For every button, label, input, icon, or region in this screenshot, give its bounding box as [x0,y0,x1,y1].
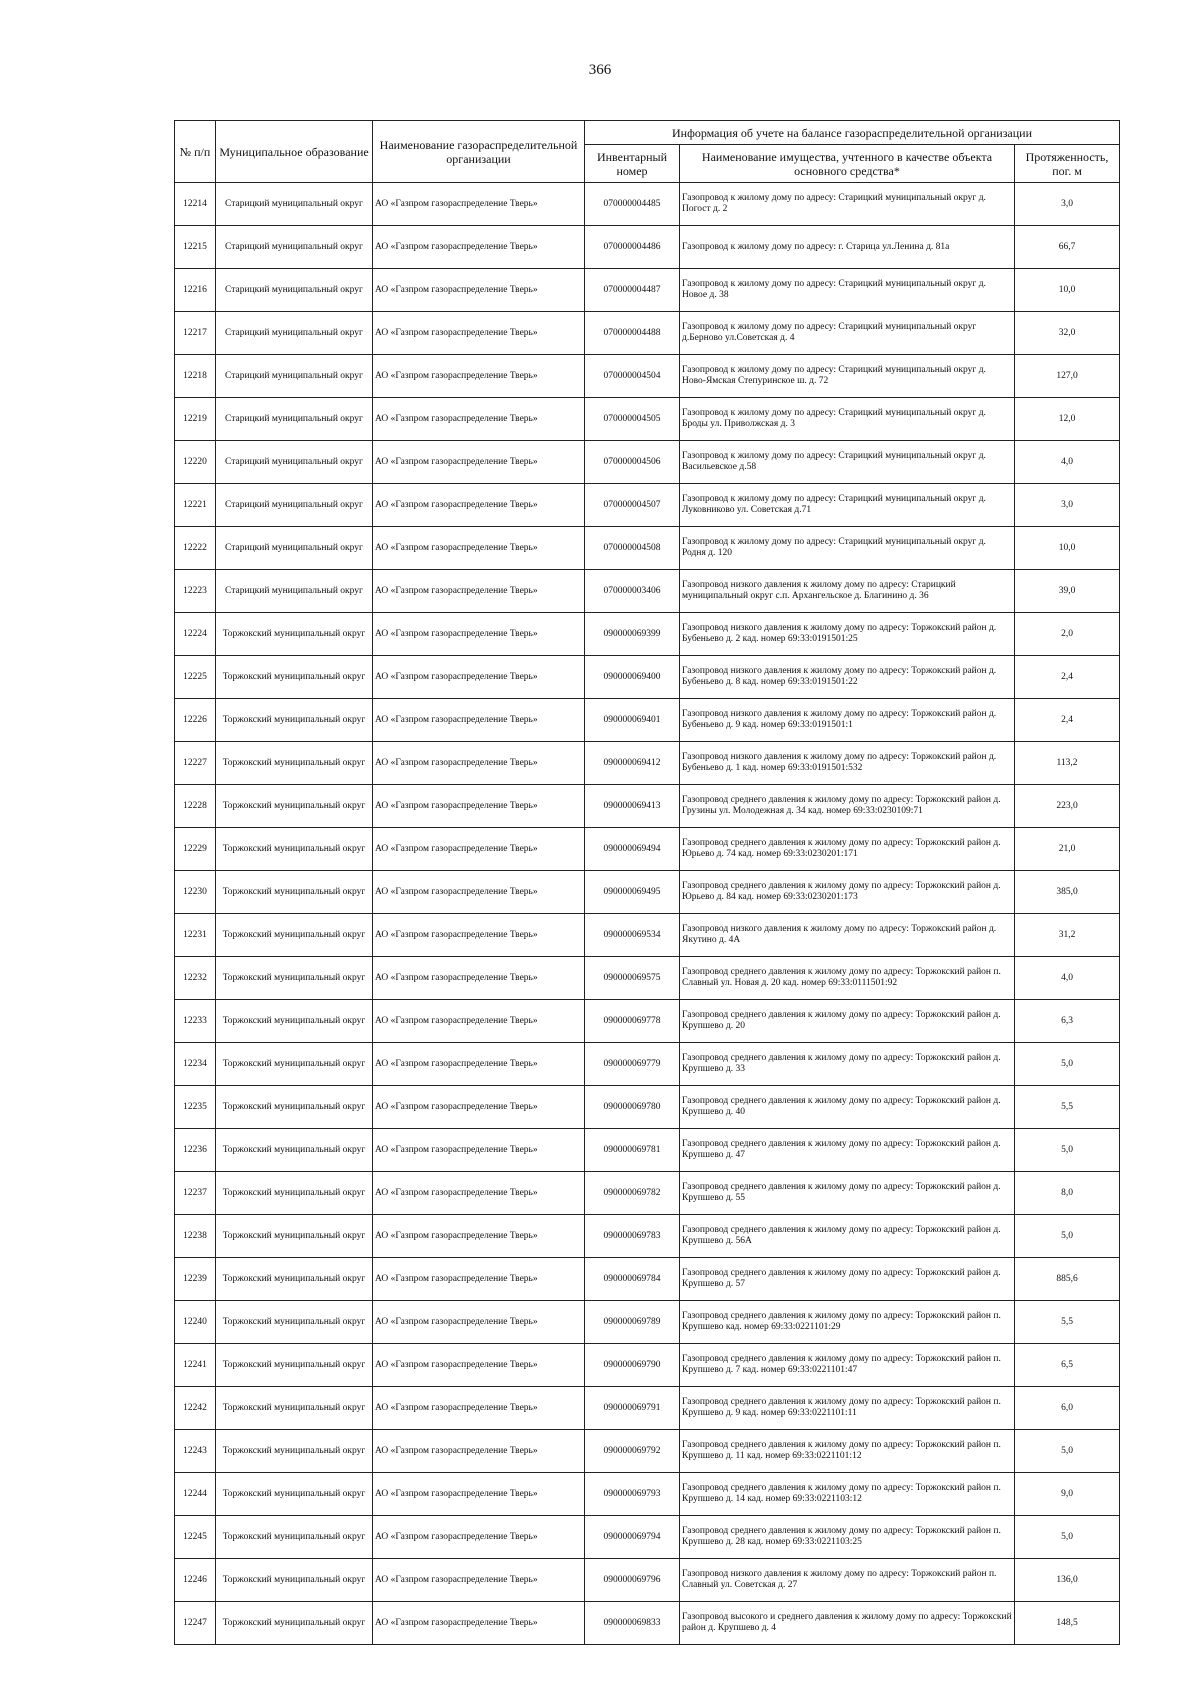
organization-cell: АО «Газпром газораспределение Тверь» [373,1043,585,1086]
organization-cell: АО «Газпром газораспределение Тверь» [373,226,585,269]
organization-cell: АО «Газпром газораспределение Тверь» [373,484,585,527]
asset-name-cell: Газопровод к жилому дому по адресу: Старицкий муниципальный округ д. Родня д. 120 [680,527,1015,570]
organization-cell: АО «Газпром газораспределение Тверь» [373,1344,585,1387]
municipality-cell: Старицкий муниципальный округ [216,355,373,398]
table-row [175,742,1120,785]
municipality-cell: Торжокский муниципальный округ [216,1086,373,1129]
municipality-cell: Старицкий муниципальный округ [216,183,373,226]
length-cell: 885,6 [1015,1258,1120,1301]
row-number: 12225 [175,656,216,699]
table-row [175,1430,1120,1473]
table-row [175,1301,1120,1344]
header-organization: Наименование газораспределительной организации [373,121,585,183]
inventory-number-cell: 090000069833 [585,1602,680,1645]
inventory-number-cell: 090000069780 [585,1086,680,1129]
organization-cell: АО «Газпром газораспределение Тверь» [373,699,585,742]
table-row [175,1387,1120,1430]
municipality-cell: Торжокский муниципальный округ [216,1215,373,1258]
municipality-cell: Торжокский муниципальный округ [216,785,373,828]
length-cell: 39,0 [1015,570,1120,613]
inventory-number-cell: 070000004506 [585,441,680,484]
length-cell: 31,2 [1015,914,1120,957]
length-cell: 5,0 [1015,1215,1120,1258]
municipality-cell: Торжокский муниципальный округ [216,1430,373,1473]
municipality-cell: Старицкий муниципальный округ [216,226,373,269]
inventory-number-cell: 070000004504 [585,355,680,398]
municipality-cell: Торжокский муниципальный округ [216,957,373,1000]
asset-name-cell: Газопровод к жилому дому по адресу: Старицкий муниципальный округ д. Ново-Ямская Степуринское ш. д. 72 [680,355,1015,398]
length-cell: 66,7 [1015,226,1120,269]
length-cell: 136,0 [1015,1559,1120,1602]
table-row [175,871,1120,914]
organization-cell: АО «Газпром газораспределение Тверь» [373,1387,585,1430]
organization-cell: АО «Газпром газораспределение Тверь» [373,398,585,441]
row-number: 12222 [175,527,216,570]
organization-cell: АО «Газпром газораспределение Тверь» [373,1430,585,1473]
length-cell: 4,0 [1015,957,1120,1000]
inventory-number-cell: 090000069401 [585,699,680,742]
inventory-number-cell: 090000069400 [585,656,680,699]
organization-cell: АО «Газпром газораспределение Тверь» [373,914,585,957]
page-number: 366 [588,62,612,78]
organization-cell: АО «Газпром газораспределение Тверь» [373,742,585,785]
row-number: 12244 [175,1473,216,1516]
asset-register-table [174,120,1120,1645]
organization-cell: АО «Газпром газораспределение Тверь» [373,1258,585,1301]
row-number: 12246 [175,1559,216,1602]
table-row [175,828,1120,871]
municipality-cell: Торжокский муниципальный округ [216,1258,373,1301]
inventory-number-cell: 090000069494 [585,828,680,871]
asset-name-cell: Газопровод низкого давления к жилому дому по адресу: Торжокский район д. Бубеньево д. 2 кад. номер 69:33:0191501:25 [680,613,1015,656]
asset-name-cell: Газопровод среднего давления к жилому дому по адресу: Торжокский район д. Крупшево д. 47 [680,1129,1015,1172]
asset-name-cell: Газопровод среднего давления к жилому дому по адресу: Торжокский район д. Юрьево д. 74 кад. номер 69:33:0230201:171 [680,828,1015,871]
row-number: 12229 [175,828,216,871]
length-cell: 113,2 [1015,742,1120,785]
organization-cell: АО «Газпром газораспределение Тверь» [373,785,585,828]
asset-name-cell: Газопровод среднего давления к жилому дому по адресу: Торжокский район д. Крупшево д. 55 [680,1172,1015,1215]
table-row [175,957,1120,1000]
asset-name-cell: Газопровод среднего давления к жилому дому по адресу: Торжокский район п. Славный ул. Новая д. 20 кад. номер 69:33:0111501:92 [680,957,1015,1000]
asset-name-cell: Газопровод среднего давления к жилому дому по адресу: Торжокский район п. Крупшево д. 14 кад. номер 69:33:0221103:12 [680,1473,1015,1516]
municipality-cell: Старицкий муниципальный округ [216,570,373,613]
table-row [175,785,1120,828]
length-cell: 8,0 [1015,1172,1120,1215]
row-number: 12217 [175,312,216,355]
municipality-cell: Старицкий муниципальный округ [216,484,373,527]
asset-name-cell: Газопровод среднего давления к жилому дому по адресу: Торжокский район д. Крупшево д. 20 [680,1000,1015,1043]
table-row [175,1516,1120,1559]
row-number: 12232 [175,957,216,1000]
inventory-number-cell: 090000069534 [585,914,680,957]
row-number: 12236 [175,1129,216,1172]
inventory-number-cell: 070000004488 [585,312,680,355]
asset-name-cell: Газопровод к жилому дому по адресу: Старицкий муниципальный округ д. Броды ул. Приволжская д. 3 [680,398,1015,441]
row-number: 12218 [175,355,216,398]
inventory-number-cell: 090000069794 [585,1516,680,1559]
asset-name-cell: Газопровод среднего давления к жилому дому по адресу: Торжокский район д. Крупшево д. 56А [680,1215,1015,1258]
table-row [175,1172,1120,1215]
asset-name-cell: Газопровод низкого давления к жилому дому по адресу: Торжокский район д. Якутино д. 4А [680,914,1015,957]
length-cell: 5,0 [1015,1129,1120,1172]
length-cell: 2,4 [1015,699,1120,742]
length-cell: 127,0 [1015,355,1120,398]
asset-name-cell: Газопровод к жилому дому по адресу: г. Старица ул.Ленина д. 81а [680,226,1015,269]
row-number: 12228 [175,785,216,828]
municipality-cell: Торжокский муниципальный округ [216,1000,373,1043]
asset-name-cell: Газопровод низкого давления к жилому дому по адресу: Торжокский район п. Славный ул. Советская д. 27 [680,1559,1015,1602]
length-cell: 5,5 [1015,1301,1120,1344]
organization-cell: АО «Газпром газораспределение Тверь» [373,1602,585,1645]
row-number: 12224 [175,613,216,656]
row-number: 12220 [175,441,216,484]
organization-cell: АО «Газпром газораспределение Тверь» [373,1215,585,1258]
row-number: 12215 [175,226,216,269]
row-number: 12240 [175,1301,216,1344]
length-cell: 5,0 [1015,1430,1120,1473]
table-row [175,484,1120,527]
asset-name-cell: Газопровод среднего давления к жилому дому по адресу: Торжокский район п. Крупшево д. 9 кад. номер 69:33:0221101:11 [680,1387,1015,1430]
table-row [175,1602,1120,1645]
municipality-cell: Торжокский муниципальный округ [216,1602,373,1645]
table-row [175,527,1120,570]
table-row [175,183,1120,226]
inventory-number-cell: 070000004507 [585,484,680,527]
inventory-number-cell: 090000069779 [585,1043,680,1086]
table-row [175,226,1120,269]
asset-name-cell: Газопровод среднего давления к жилому дому по адресу: Торжокский район д. Крупшево д. 33 [680,1043,1015,1086]
row-number: 12214 [175,183,216,226]
length-cell: 21,0 [1015,828,1120,871]
length-cell: 223,0 [1015,785,1120,828]
municipality-cell: Старицкий муниципальный округ [216,441,373,484]
municipality-cell: Торжокский муниципальный округ [216,1301,373,1344]
length-cell: 148,5 [1015,1602,1120,1645]
inventory-number-cell: 090000069413 [585,785,680,828]
table-row [175,1043,1120,1086]
row-number: 12243 [175,1430,216,1473]
asset-name-cell: Газопровод среднего давления к жилому дому по адресу: Торжокский район п. Крупшево д. 7 кад. номер 69:33:0221101:47 [680,1344,1015,1387]
length-cell: 5,0 [1015,1043,1120,1086]
municipality-cell: Торжокский муниципальный округ [216,1129,373,1172]
row-number: 12219 [175,398,216,441]
length-cell: 385,0 [1015,871,1120,914]
length-cell: 5,5 [1015,1086,1120,1129]
organization-cell: АО «Газпром газораспределение Тверь» [373,527,585,570]
inventory-number-cell: 090000069793 [585,1473,680,1516]
row-number: 12245 [175,1516,216,1559]
length-cell: 3,0 [1015,484,1120,527]
length-cell: 10,0 [1015,527,1120,570]
asset-name-cell: Газопровод среднего давления к жилому дому по адресу: Торжокский район п. Крупшево д. 28 кад. номер 69:33:0221103:25 [680,1516,1015,1559]
municipality-cell: Торжокский муниципальный округ [216,1043,373,1086]
municipality-cell: Торжокский муниципальный округ [216,613,373,656]
table-row [175,1129,1120,1172]
row-number: 12235 [175,1086,216,1129]
organization-cell: АО «Газпром газораспределение Тверь» [373,871,585,914]
asset-name-cell: Газопровод среднего давления к жилому дому по адресу: Торжокский район п. Крупшево д. 11 кад. номер 69:33:0221101:12 [680,1430,1015,1473]
organization-cell: АО «Газпром газораспределение Тверь» [373,1516,585,1559]
row-number: 12221 [175,484,216,527]
inventory-number-cell: 090000069789 [585,1301,680,1344]
asset-name-cell: Газопровод низкого давления к жилому дому по адресу: Торжокский район д. Бубеньево д. 8 кад. номер 69:33:0191501:22 [680,656,1015,699]
table-row [175,1215,1120,1258]
row-number: 12239 [175,1258,216,1301]
header-municipality: Муниципальное образование [216,121,373,183]
municipality-cell: Торжокский муниципальный округ [216,1559,373,1602]
header-length: Протяженность, пог. м [1015,145,1120,183]
asset-name-cell: Газопровод к жилому дому по адресу: Старицкий муниципальный округ д. Погост д. 2 [680,183,1015,226]
organization-cell: АО «Газпром газораспределение Тверь» [373,441,585,484]
length-cell: 9,0 [1015,1473,1120,1516]
header-num: № п/п [175,121,216,183]
length-cell: 2,0 [1015,613,1120,656]
organization-cell: АО «Газпром газораспределение Тверь» [373,269,585,312]
row-number: 12247 [175,1602,216,1645]
asset-name-cell: Газопровод среднего давления к жилому дому по адресу: Торжокский район д. Грузины ул. Молодежная д. 34 кад. номер 69:33:0230109:71 [680,785,1015,828]
table-row [175,914,1120,957]
municipality-cell: Старицкий муниципальный округ [216,269,373,312]
asset-name-cell: Газопровод высокого и среднего давления к жилому дому по адресу: Торжокский район д. Крупшево д. 4 [680,1602,1015,1645]
row-number: 12233 [175,1000,216,1043]
municipality-cell: Старицкий муниципальный округ [216,312,373,355]
row-number: 12242 [175,1387,216,1430]
table-row [175,1559,1120,1602]
inventory-number-cell: 090000069796 [585,1559,680,1602]
table-row [175,613,1120,656]
municipality-cell: Старицкий муниципальный округ [216,398,373,441]
organization-cell: АО «Газпром газораспределение Тверь» [373,1086,585,1129]
organization-cell: АО «Газпром газораспределение Тверь» [373,1000,585,1043]
inventory-number-cell: 090000069783 [585,1215,680,1258]
row-number: 12237 [175,1172,216,1215]
length-cell: 32,0 [1015,312,1120,355]
table-row [175,656,1120,699]
length-cell: 5,0 [1015,1516,1120,1559]
municipality-cell: Торжокский муниципальный округ [216,1172,373,1215]
table-row [175,269,1120,312]
row-number: 12223 [175,570,216,613]
asset-name-cell: Газопровод к жилому дому по адресу: Старицкий муниципальный округ д.Берново ул.Советская д. 4 [680,312,1015,355]
organization-cell: АО «Газпром газораспределение Тверь» [373,656,585,699]
organization-cell: АО «Газпром газораспределение Тверь» [373,570,585,613]
organization-cell: АО «Газпром газораспределение Тверь» [373,828,585,871]
inventory-number-cell: 090000069575 [585,957,680,1000]
inventory-number-cell: 090000069791 [585,1387,680,1430]
asset-name-cell: Газопровод среднего давления к жилому дому по адресу: Торжокский район п. Крупшево кад. номер 69:33:0221101:29 [680,1301,1015,1344]
length-cell: 2,4 [1015,656,1120,699]
municipality-cell: Торжокский муниципальный округ [216,871,373,914]
length-cell: 12,0 [1015,398,1120,441]
table-row [175,1000,1120,1043]
inventory-number-cell: 070000004485 [585,183,680,226]
row-number: 12226 [175,699,216,742]
municipality-cell: Торжокский муниципальный округ [216,1516,373,1559]
municipality-cell: Торжокский муниципальный округ [216,1473,373,1516]
length-cell: 6,5 [1015,1344,1120,1387]
table-row [175,398,1120,441]
table-row [175,312,1120,355]
table-row [175,1258,1120,1301]
inventory-number-cell: 090000069784 [585,1258,680,1301]
asset-name-cell: Газопровод низкого давления к жилому дому по адресу: Старицкий муниципальный округ с.п. Архангельское д. Благинино д. 36 [680,570,1015,613]
length-cell: 6,0 [1015,1387,1120,1430]
organization-cell: АО «Газпром газораспределение Тверь» [373,312,585,355]
organization-cell: АО «Газпром газораспределение Тверь» [373,1129,585,1172]
inventory-number-cell: 090000069495 [585,871,680,914]
inventory-number-cell: 070000004487 [585,269,680,312]
asset-name-cell: Газопровод среднего давления к жилому дому по адресу: Торжокский район д. Крупшево д. 40 [680,1086,1015,1129]
organization-cell: АО «Газпром газораспределение Тверь» [373,957,585,1000]
inventory-number-cell: 070000003406 [585,570,680,613]
row-number: 12231 [175,914,216,957]
asset-name-cell: Газопровод к жилому дому по адресу: Старицкий муниципальный округ д. Васильевское д.58 [680,441,1015,484]
table-row [175,355,1120,398]
asset-name-cell: Газопровод низкого давления к жилому дому по адресу: Торжокский район д. Бубеньево д. 9 кад. номер 69:33:0191501:1 [680,699,1015,742]
asset-name-cell: Газопровод к жилому дому по адресу: Старицкий муниципальный округ д. Луковниково ул. Советская д.71 [680,484,1015,527]
municipality-cell: Торжокский муниципальный округ [216,699,373,742]
organization-cell: АО «Газпром газораспределение Тверь» [373,183,585,226]
row-number: 12241 [175,1344,216,1387]
table-row [175,1086,1120,1129]
table-body [175,183,1120,1645]
asset-name-cell: Газопровод к жилому дому по адресу: Старицкий муниципальный округ д. Новое д. 38 [680,269,1015,312]
asset-name-cell: Газопровод среднего давления к жилому дому по адресу: Торжокский район д. Юрьево д. 84 кад. номер 69:33:0230201:173 [680,871,1015,914]
row-number: 12230 [175,871,216,914]
municipality-cell: Старицкий муниципальный округ [216,527,373,570]
organization-cell: АО «Газпром газораспределение Тверь» [373,1172,585,1215]
organization-cell: АО «Газпром газораспределение Тверь» [373,1559,585,1602]
table-row [175,570,1120,613]
inventory-number-cell: 070000004486 [585,226,680,269]
row-number: 12234 [175,1043,216,1086]
table-row [175,699,1120,742]
inventory-number-cell: 090000069792 [585,1430,680,1473]
municipality-cell: Торжокский муниципальный округ [216,742,373,785]
header-inventory: Инвентарный номер [585,145,680,183]
header-group-balance-info: Информация об учете на балансе газораспределительной организации [585,121,1120,145]
length-cell: 10,0 [1015,269,1120,312]
length-cell: 4,0 [1015,441,1120,484]
municipality-cell: Торжокский муниципальный округ [216,1387,373,1430]
length-cell: 6,3 [1015,1000,1120,1043]
inventory-number-cell: 090000069399 [585,613,680,656]
organization-cell: АО «Газпром газораспределение Тверь» [373,355,585,398]
inventory-number-cell: 090000069778 [585,1000,680,1043]
row-number: 12227 [175,742,216,785]
table-row [175,1344,1120,1387]
organization-cell: АО «Газпром газораспределение Тверь» [373,1473,585,1516]
table-row [175,1473,1120,1516]
inventory-number-cell: 070000004508 [585,527,680,570]
inventory-number-cell: 090000069782 [585,1172,680,1215]
inventory-number-cell: 090000069412 [585,742,680,785]
organization-cell: АО «Газпром газораспределение Тверь» [373,613,585,656]
municipality-cell: Торжокский муниципальный округ [216,1344,373,1387]
length-cell: 3,0 [1015,183,1120,226]
inventory-number-cell: 070000004505 [585,398,680,441]
table-header [175,121,1120,183]
row-number: 12216 [175,269,216,312]
municipality-cell: Торжокский муниципальный округ [216,656,373,699]
asset-name-cell: Газопровод низкого давления к жилому дому по адресу: Торжокский район д. Бубеньево д. 1 кад. номер 69:33:0191501:532 [680,742,1015,785]
municipality-cell: Торжокский муниципальный округ [216,828,373,871]
row-number: 12238 [175,1215,216,1258]
municipality-cell: Торжокский муниципальный округ [216,914,373,957]
inventory-number-cell: 090000069781 [585,1129,680,1172]
table-row [175,441,1120,484]
inventory-number-cell: 090000069790 [585,1344,680,1387]
header-asset-name: Наименование имущества, учтенного в качестве объекта основного средства* [680,145,1015,183]
organization-cell: АО «Газпром газораспределение Тверь» [373,1301,585,1344]
asset-name-cell: Газопровод среднего давления к жилому дому по адресу: Торжокский район д. Крупшево д. 57 [680,1258,1015,1301]
